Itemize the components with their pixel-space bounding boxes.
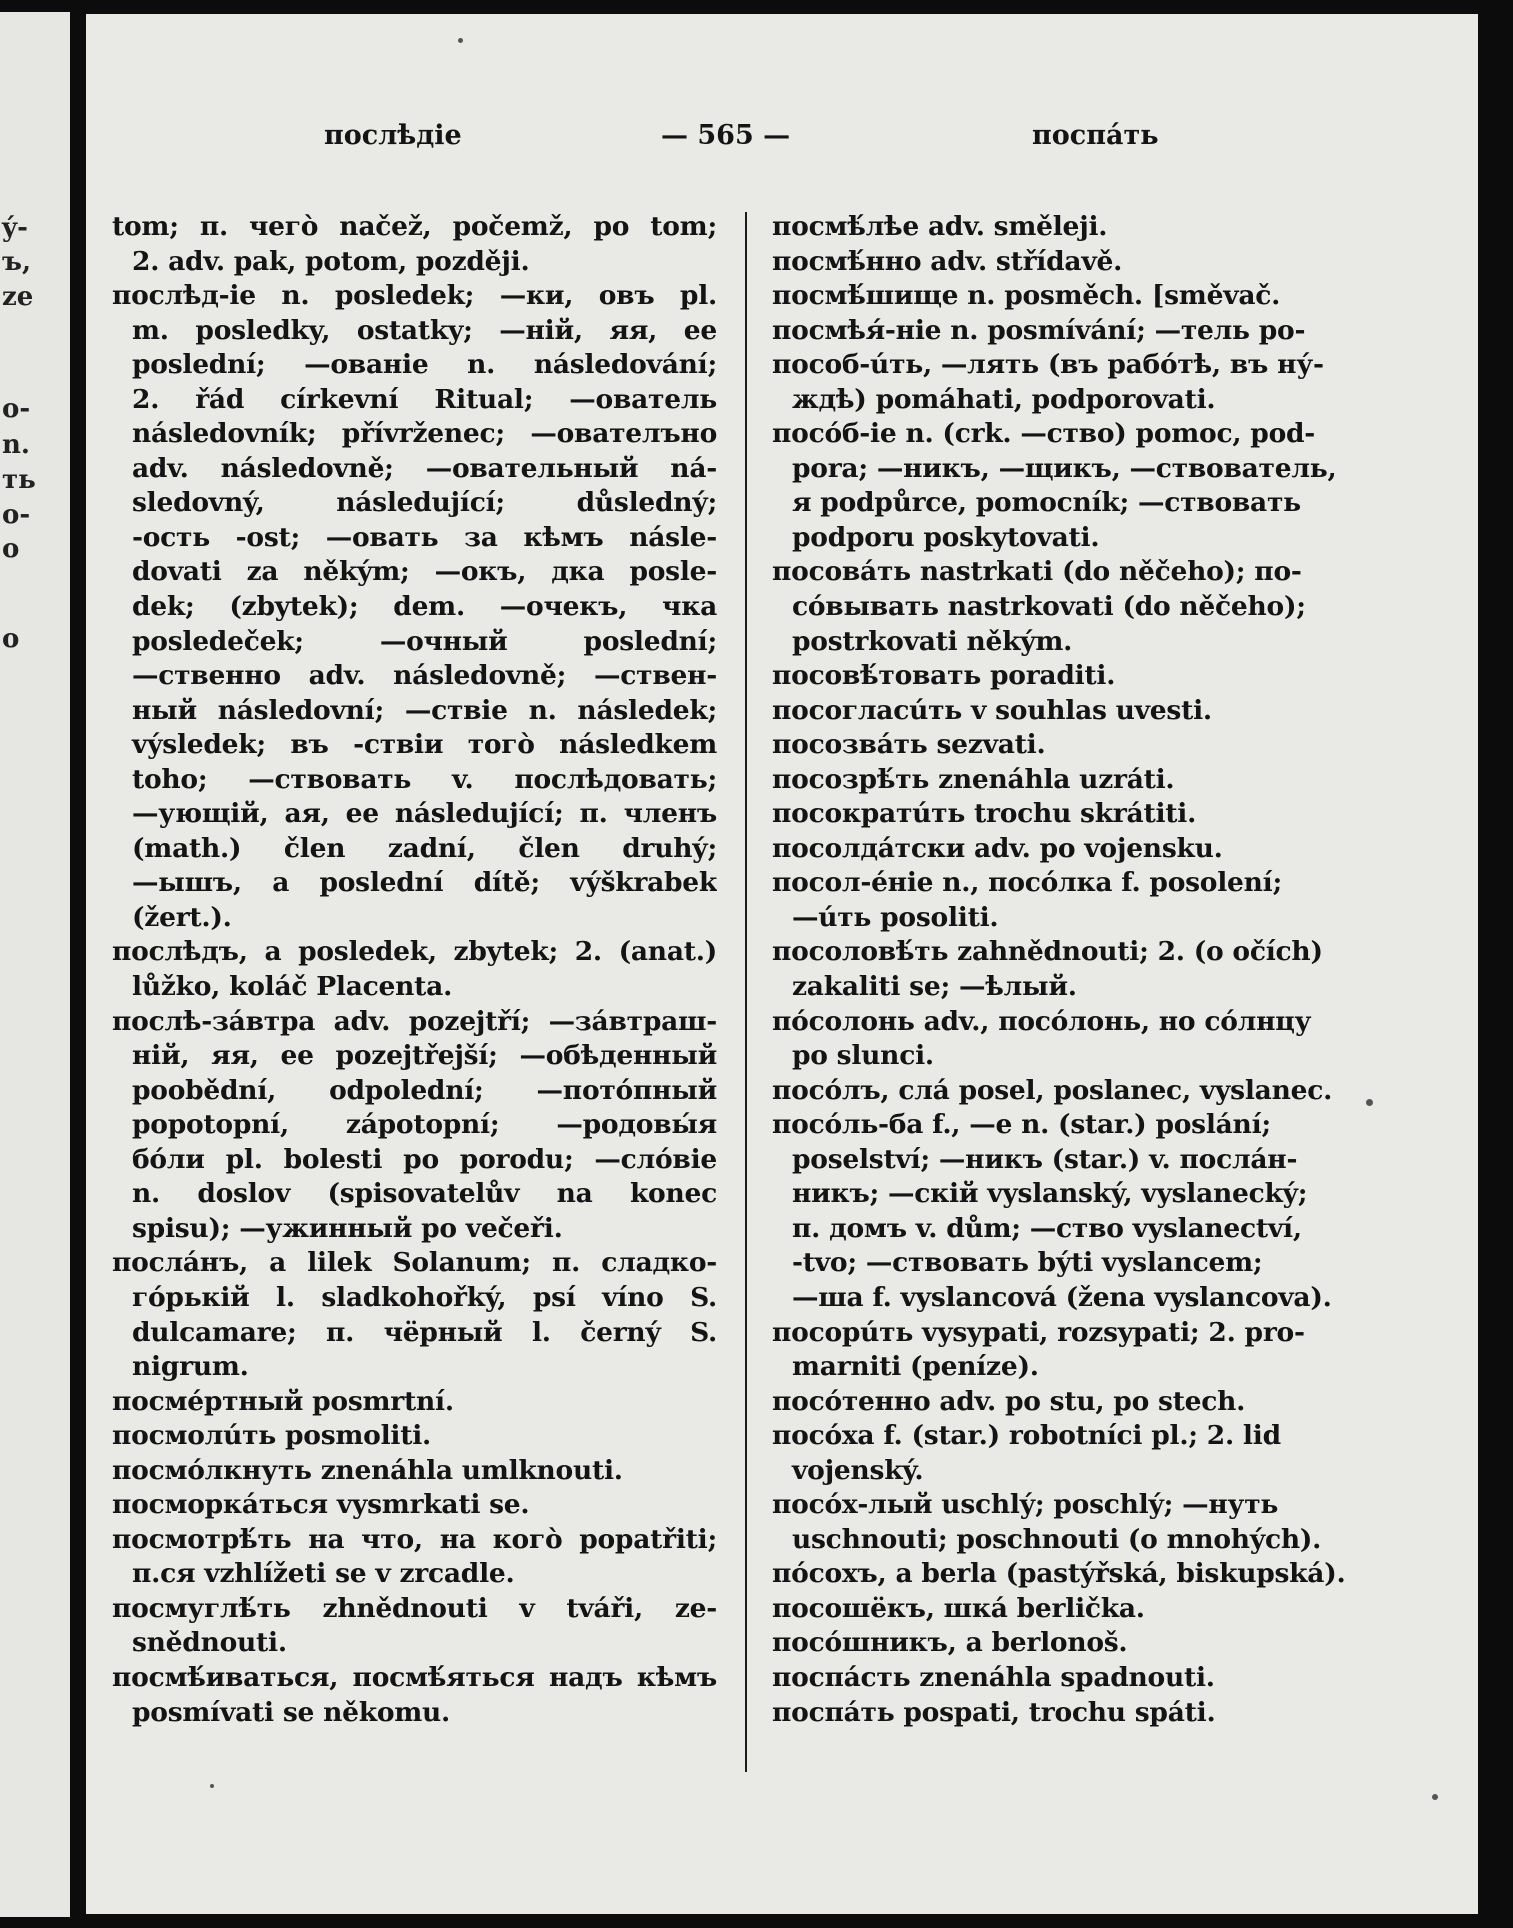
right-column xyxy=(772,210,1460,1730)
entry-line: lůžko, koláč Placenta. xyxy=(132,971,453,1003)
entry-line: посол-éнie n., посóлка f. posolení; xyxy=(772,867,1283,899)
entry-line: uschnouti; poschnouti (o mnohých). xyxy=(792,1523,1322,1555)
entry-line: vojenský. xyxy=(792,1454,924,1486)
entry-line: посократúть trochu skrátiti. xyxy=(772,798,1197,830)
entry-line: посмѣ́нно adv. střídavě. xyxy=(772,245,1123,277)
margin-fragment: o xyxy=(2,624,20,654)
entry-line: 2. řád církevní Ritual; —ователь xyxy=(132,383,717,415)
entry-line: посморкáться vysmrkati se. xyxy=(112,1489,530,1521)
entry-line: поспáсть znenáhla spadnouti. xyxy=(772,1661,1215,1693)
entry-line: dek; (zbytek); dem. —очекъ, чка xyxy=(132,591,717,623)
entry-line: гóрькiй l. sladkohořký, psí víno S. xyxy=(132,1281,717,1313)
entry-line: -tvo; —ствовать býti vyslancem; xyxy=(792,1247,1263,1279)
entry-line: podporu poskytovati. xyxy=(792,521,1100,553)
entry-line: посóлъ, слá posel, poslanec, vyslanec. xyxy=(772,1074,1333,1106)
print-speck xyxy=(1432,1794,1438,1800)
entry-line: посозвáть sezvati. xyxy=(772,729,1046,761)
entry-line: -ость -ost; —овать за кѣмъ násle- xyxy=(132,521,717,553)
entry-line: poslední; —ованiе n. následování; xyxy=(132,349,717,381)
entry-line: посмотрѣ́ть на что, на кого̀ popatřiti; xyxy=(112,1523,717,1555)
entry-line: posledeček; —очный poslední; xyxy=(132,625,717,657)
margin-fragment: ý- xyxy=(2,213,28,243)
entry-line: послѣдъ, a posledek, zbytek; 2. (anat.) xyxy=(112,936,717,968)
entry-line: посоловѣ́ть zahnědnouti; 2. (o očích) xyxy=(772,936,1323,968)
column-divider xyxy=(745,212,747,1772)
entry-line: п. домъ v. dům; —ство vyslanectví, xyxy=(792,1212,1302,1244)
entry-line: посóль-ба f., —е n. (star.) poslání; xyxy=(772,1109,1271,1141)
entry-line: п.ся vzhlížeti se v zrcadle. xyxy=(132,1558,515,1590)
entry-line: ный následovní; —ствie n. následek; xyxy=(132,694,717,726)
entry-line: пóсохъ, a berla (pastýřská, biskupská). xyxy=(772,1558,1346,1590)
entry-line: dovati za někým; —окъ, дка posle- xyxy=(132,556,717,588)
margin-fragment: ъ, xyxy=(2,247,31,277)
entry-line: m. posledky, ostatky; —нiй, яя, ee xyxy=(132,314,717,346)
margin-fragment: o- xyxy=(2,394,31,424)
entry-line: marniti (peníze). xyxy=(792,1351,1039,1383)
entry-line: posmívati se někomu. xyxy=(132,1696,451,1728)
entry-line: посмѣ́шище n. posměch. [směvač. xyxy=(772,280,1281,312)
entry-line: —ышъ, a poslední dítě; výškrabek xyxy=(132,867,717,899)
entry-line: посмуглѣ́ть zhnědnouti v tváři, ze- xyxy=(112,1592,717,1624)
margin-fragment: ть xyxy=(2,465,36,495)
entry-line: tom; п. чего̀ načež, počemž, po tom; xyxy=(112,211,717,242)
entry-line: посмéртный posmrtní. xyxy=(112,1385,454,1417)
entry-line: посмѣя́-нie n. posmívání; —тель po- xyxy=(772,314,1306,346)
entry-line: nigrum. xyxy=(132,1351,249,1383)
entry-line: po slunci. xyxy=(792,1040,934,1072)
entry-line: я podpůrce, pomocník; —ствовать xyxy=(792,487,1301,519)
entry-line: —ша f. vyslancová (žena vyslancova). xyxy=(792,1281,1332,1313)
margin-fragment: ze xyxy=(2,282,34,312)
entry-line: snědnouti. xyxy=(132,1627,287,1659)
page-number: — 565 — xyxy=(661,120,791,151)
entry-line: посмолúть posmoliti. xyxy=(112,1420,431,1452)
entry-line: посóтенно adv. po stu, po stech. xyxy=(772,1385,1246,1417)
entry-line: пóсолонь adv., посóлонь, но сóлнцу xyxy=(772,1005,1312,1037)
entry-line: посóха f. (star.) robotníci pl.; 2. lid xyxy=(772,1420,1281,1452)
entry-line: (žert.). xyxy=(132,901,232,933)
header-last-word: поспáть xyxy=(1032,120,1159,151)
entry-line: následovník; přívrženec; —ователъно xyxy=(132,418,717,450)
entry-line: пособ-úть, —лять (въ рабóтѣ, въ ну́- xyxy=(772,349,1324,381)
entry-line: посóб-ie n. (crk. —ство) pomoc, pod- xyxy=(772,418,1316,450)
entry-line: посмѣ́лѣе adv. směleji. xyxy=(772,211,1108,242)
entry-line: —úть posoliti. xyxy=(792,901,999,933)
entry-line: посовѣ́товать poraditi. xyxy=(772,660,1116,692)
entry-line: —ственно adv. následovně; —ствен- xyxy=(132,660,717,692)
entry-line: посошёкъ, шкá berlička. xyxy=(772,1592,1145,1624)
dictionary-page xyxy=(86,14,1478,1914)
entry-line: посорúть vysypati, rozsypati; 2. pro- xyxy=(772,1316,1305,1348)
entry-line: ждѣ) pomáhati, podporovati. xyxy=(792,383,1216,415)
entry-line: pora; —никъ, —щикъ, —ствоватeль, xyxy=(792,452,1337,484)
entry-line: посолдáтски adv. po vojensku. xyxy=(772,832,1223,864)
margin-fragment: o xyxy=(2,534,20,564)
adjacent-page-edge xyxy=(0,12,70,1917)
entry-line: никъ; —скiй vyslanský, vyslanecký; xyxy=(792,1178,1308,1210)
entry-line: послѣд-ie n. posledek; —ки, овъ pl. xyxy=(112,280,717,312)
entry-line: zakaliti se; —ѣлый. xyxy=(792,971,1077,1003)
entry-line: 2. adv. pak, potom, později. xyxy=(132,245,530,277)
entry-line: spisu); —ужинный po večeři. xyxy=(132,1212,563,1244)
entry-line: посóшникъ, a berlonoš. xyxy=(772,1627,1128,1659)
entry-line: посмѣ́иваться, посмѣ́яться надъ кѣмъ xyxy=(112,1661,717,1693)
entry-line: посóх-лый uschlý; poschlý; —нуть xyxy=(772,1489,1279,1521)
running-head xyxy=(86,120,1478,160)
entry-line: popotopní, zápotopní; —родовы́я xyxy=(132,1109,717,1141)
entry-line: poselství; —никъ (star.) v. послáн- xyxy=(792,1143,1298,1175)
margin-fragment: o- xyxy=(2,500,31,530)
entry-line: poobědní, odpolední; —потóпный xyxy=(132,1074,717,1106)
left-column xyxy=(112,210,717,1730)
entry-line: послáнъ, a lilek Solanum; п. сладко- xyxy=(112,1247,717,1279)
entry-line: n. doslov (spisovatelův na konec xyxy=(132,1178,717,1210)
entry-line: посогласúть v souhlas uvesti. xyxy=(772,694,1212,726)
entry-line: нiй, яя, ee pozejtřejší; —обѣденный xyxy=(132,1040,717,1072)
entry-line: посозрѣ́ть znenáhla uzráti. xyxy=(772,763,1175,795)
entry-line: (math.) člen zadní, člen druhý; xyxy=(132,832,717,864)
entry-line: поспáть pospati, trochu spáti. xyxy=(772,1696,1216,1728)
entry-line: adv. následovně; —овательный ná- xyxy=(132,452,717,484)
margin-fragment: n. xyxy=(2,430,30,460)
entry-line: —ующiй, ая, ee následující; п. членъ xyxy=(132,798,717,830)
entry-line: toho; —ствовать v. послѣдовать; xyxy=(132,763,717,795)
entry-line: dulcamare; п. чёрный l. černý S. xyxy=(132,1316,717,1348)
entry-line: sledovný, následující; důsledný; xyxy=(132,487,717,519)
entry-line: посмóлкнуть znenáhla umlknouti. xyxy=(112,1454,623,1486)
entry-line: výsledek; въ -ствiи того̀ následkem xyxy=(132,729,717,761)
print-speck xyxy=(1366,1099,1373,1106)
print-speck xyxy=(458,38,463,43)
entry-line: postrkovati někým. xyxy=(792,625,1073,657)
entry-line: сóвывать nastrkovati (do něčeho); xyxy=(792,591,1306,623)
entry-line: бóли pl. bolesti po porodu; —слóвiе xyxy=(132,1143,717,1175)
entry-line: посовáть nastrkati (do něčeho); по- xyxy=(772,556,1302,588)
header-first-word: послѣдie xyxy=(324,120,462,151)
print-speck xyxy=(210,1784,214,1788)
entry-line: послѣ-зáвтра adv. pozejtří; —зáвтраш- xyxy=(112,1005,717,1037)
